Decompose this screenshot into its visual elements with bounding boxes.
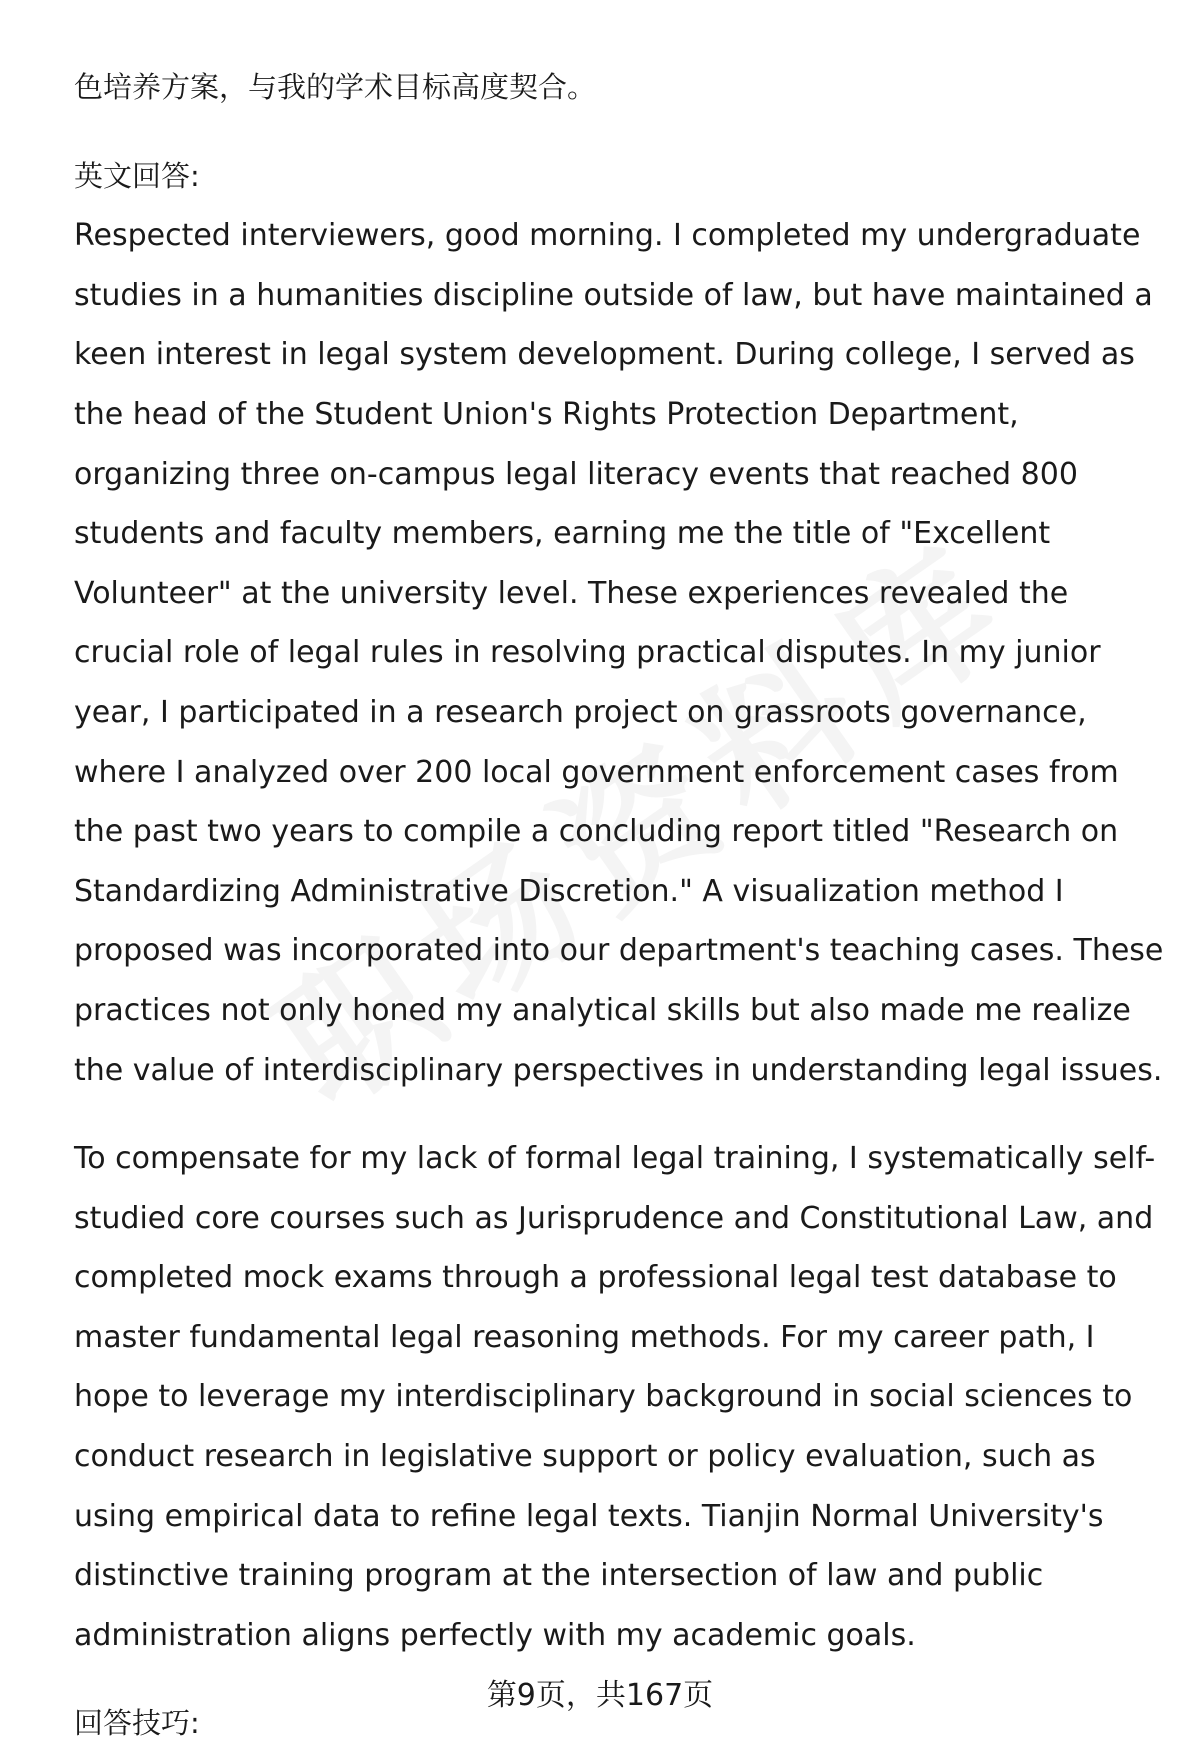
answer-paragraph-2: To compensate for my lack of formal legal training, I systematically self-studied core courses such as Jurisprudence and Constitutional Law, and completed mock exams through a professional legal test database to master fundamental legal reasoning methods. For my career path, I hope to leverage my interdisciplinary background in social sciences to conduct research in legislative support or policy evaluation, such as using empirical data to refine legal texts. Tianjin Normal University's distinctive training program at the intersection of law and public administration aligns perfectly with my academic goals. [74,1141,1156,1653]
tips-heading: 回答技巧: [74,1706,200,1741]
spacer [74,118,1164,147]
spacer [74,1100,1164,1129]
document-body [74,58,1164,1754]
page-number: 第9页，共167页 [486,1678,714,1713]
intro-tail-line: 色培养方案，与我的学术目标高度契合。 [74,70,597,104]
answer-paragraph-1: Respected interviewers, good morning. I completed my undergraduate studies in a humanities discipline outside of law, but have maintained a keen interest in legal system development. During college, I served as the head of the Student Union's Rights Protection Department, organizing three on-campus legal literacy events that reached 800 students and faculty members, earning me the title of "Excellent Volunteer" at the university level. These experiences revealed the crucial role of legal rules in resolving practical disputes. In my junior year, I participated in a research project on grassroots governance, where I analyzed over 200 local government enforcement cases from the past two years to compile a concluding report titled "Research on Standardizing Administrative Discretion." A visualization method I proposed was incorporated into our department's teaching cases. These practices not only honed my analytical skills but also made me realize the value of interdisciplinary perspectives in understanding legal issues. [74,218,1164,1088]
english-answer-heading: 英文回答: [74,158,200,193]
